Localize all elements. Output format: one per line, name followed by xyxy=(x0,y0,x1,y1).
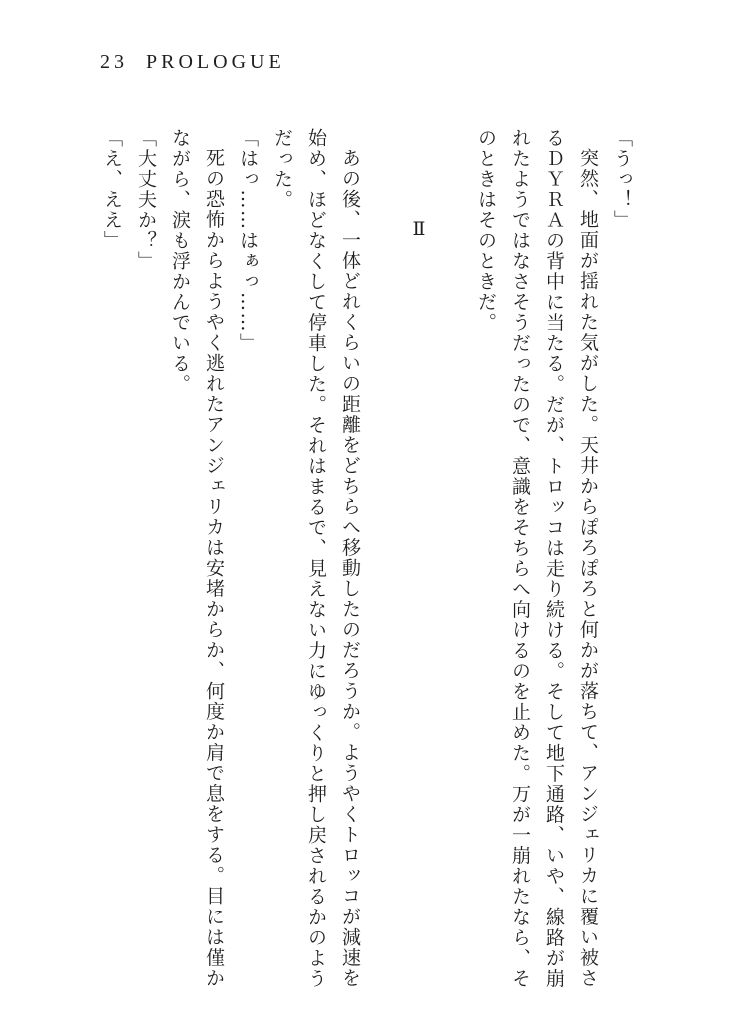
section-number: Ⅱ xyxy=(408,218,429,242)
vertical-text-body xyxy=(95,128,639,989)
text-line: れたようではなさそうだったので、意識をそちらへ向けるのを止めた。万が一崩れたなら、そ xyxy=(509,128,531,989)
text-line: だった。 xyxy=(271,128,293,210)
page-number: 23 xyxy=(100,51,128,73)
text-line: 「うっ！」 xyxy=(611,128,633,231)
text-line: 突然、地面が揺れた気がした。天井からぽろぽろと何かが落ちて、アンジェリカに覆い被さ xyxy=(577,148,599,989)
section-title: PROLOGUE xyxy=(146,51,285,73)
text-line: るＤＹＲＡの背中に当たる。だが、トロッコは走り続ける。そして地下通路、いや、線路が崩 xyxy=(543,128,565,989)
text-line: 「え、ええ」 xyxy=(101,128,123,251)
text-line: 始め、ほどなくして停車した。それはまるで、見えない力にゆっくりと押し戻されるかのよう xyxy=(305,128,327,989)
blank-line xyxy=(435,128,469,918)
text-line: ながら、涙も浮かんでいる。 xyxy=(169,128,191,395)
text-line: 「大丈夫か？」 xyxy=(135,128,157,272)
text-line: のときはそのときだ。 xyxy=(475,128,497,333)
text-line: あの後、一体どれくらいの距離をどちらへ移動したのだろうか。ようやくトロッコが減速を xyxy=(339,148,361,989)
running-head xyxy=(100,51,285,74)
text-line: 死の恐怖からようやく逃れたアンジェリカは安堵からか、何度か肩で息をする。目には僅か xyxy=(203,148,225,989)
text-line: 「はっ……はぁっ……」 xyxy=(237,128,259,354)
blank-line xyxy=(367,128,401,918)
